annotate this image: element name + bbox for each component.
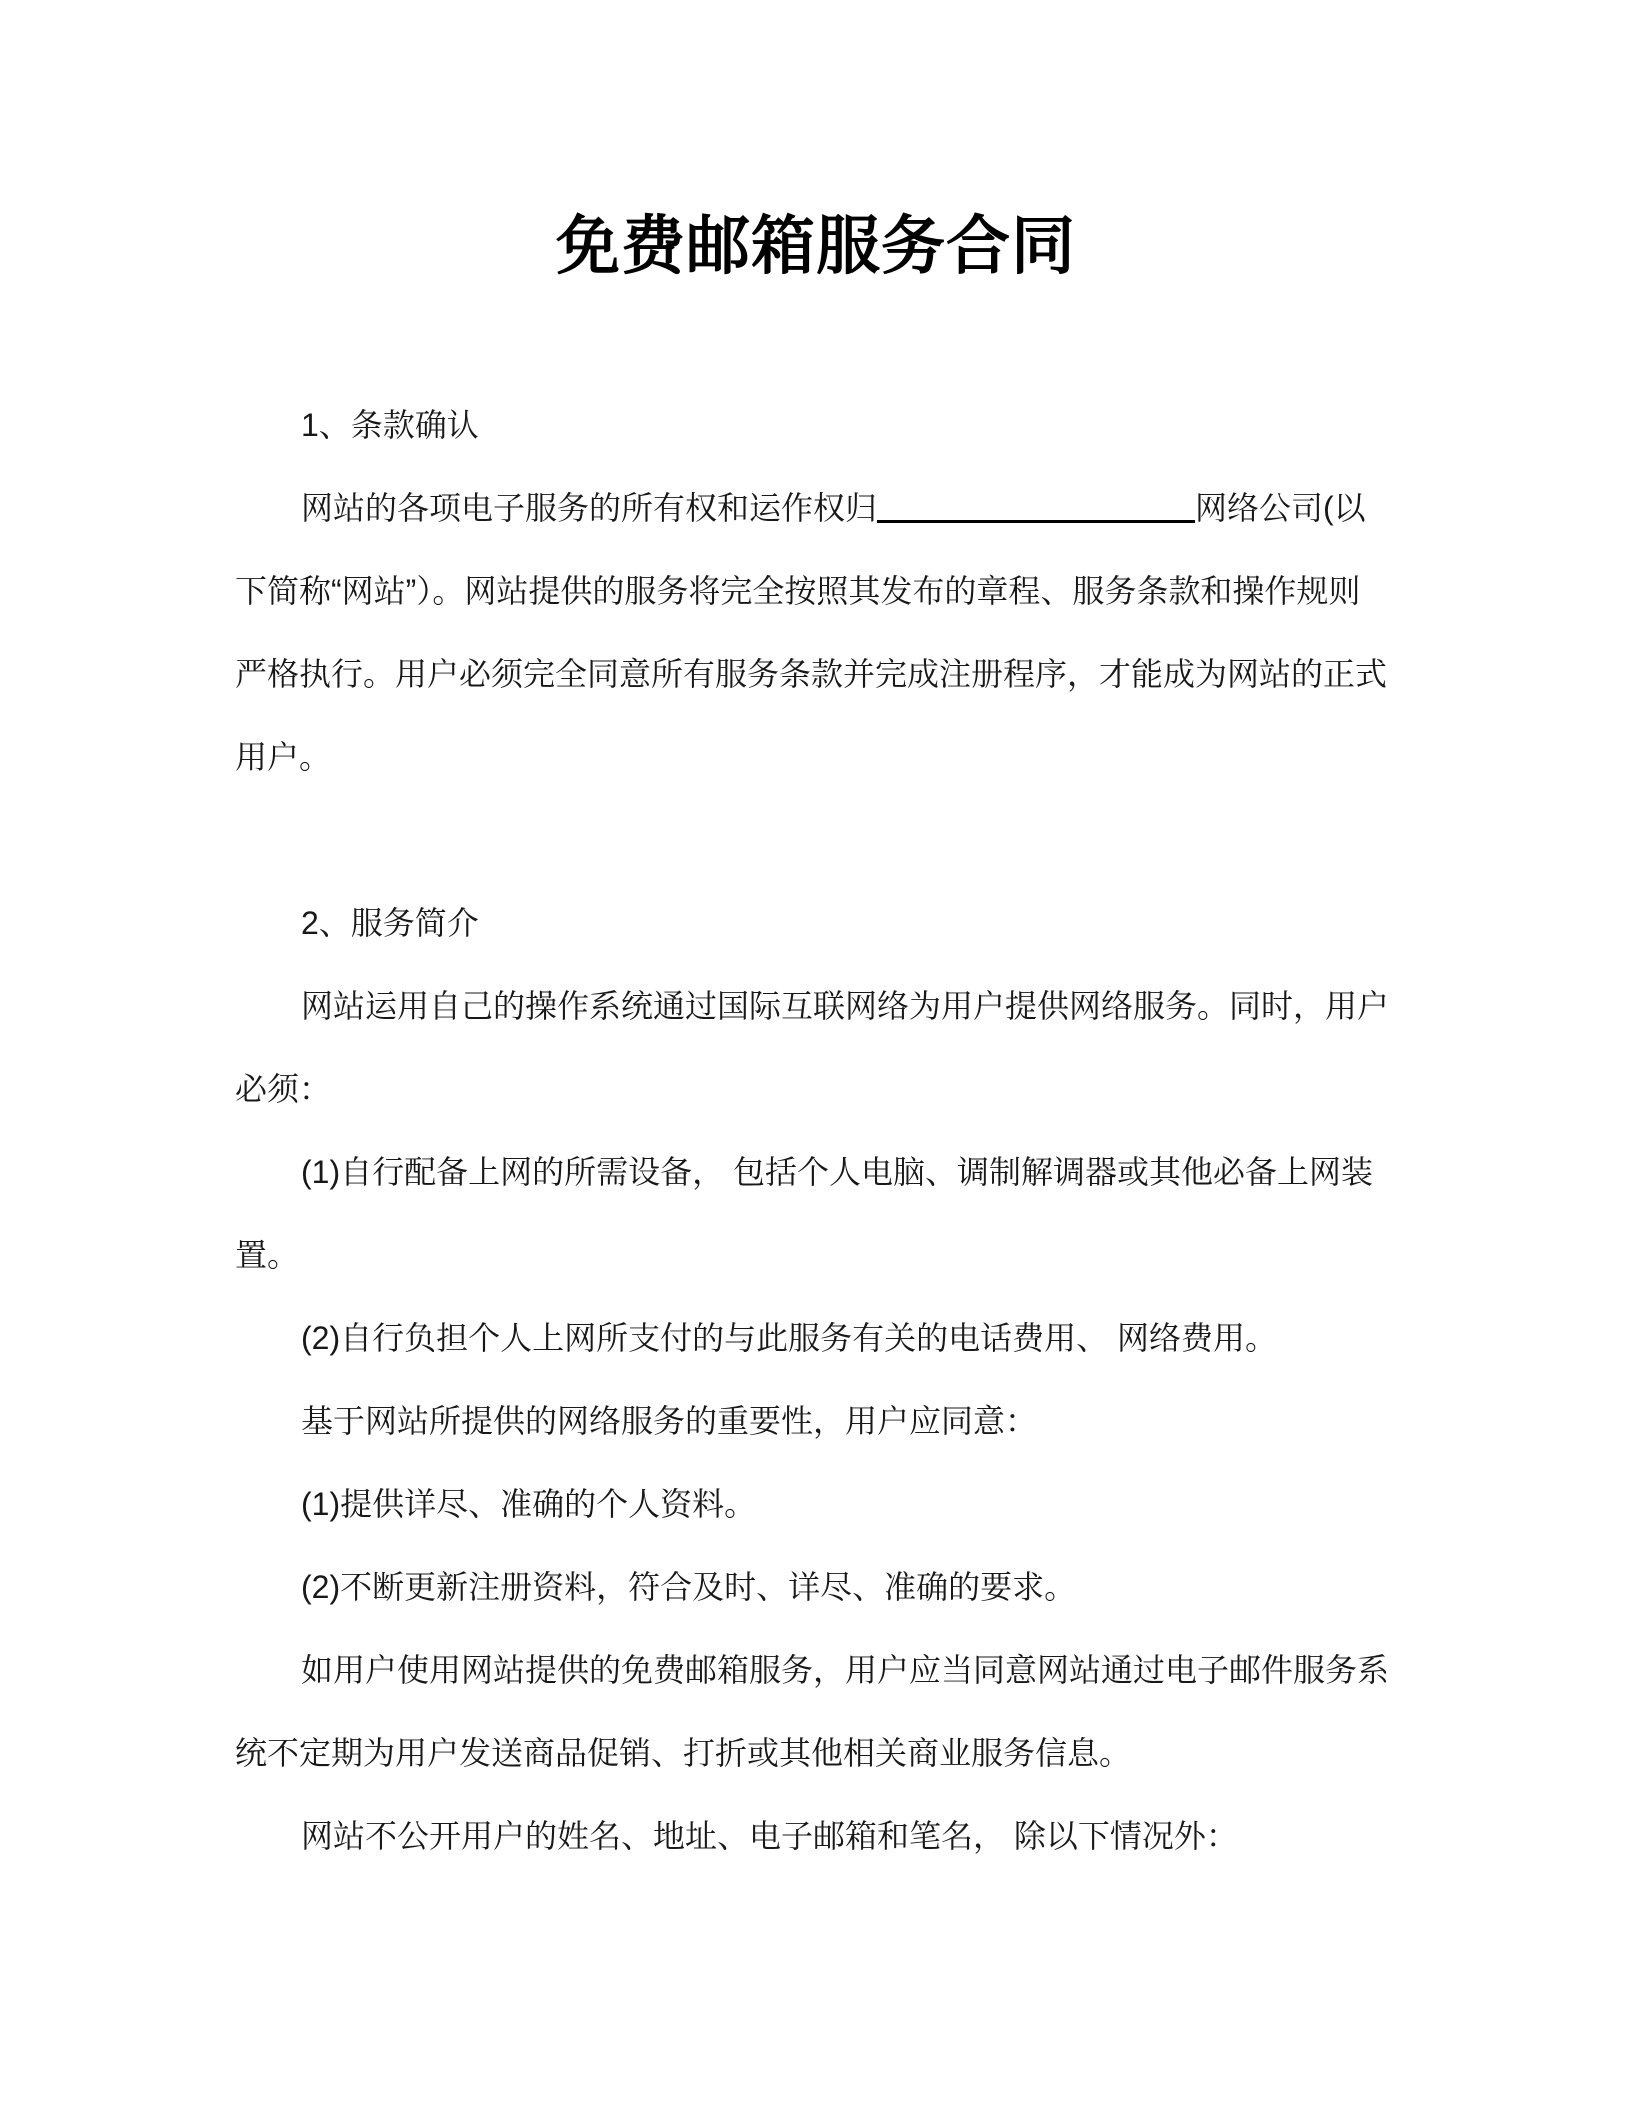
- text-line: (2)不断更新注册资料，符合及时、详尽、准确的要求。: [301, 1569, 1077, 1605]
- section-heading: 2、服务简介: [301, 905, 479, 941]
- text-line: 网站运用自己的操作系统通过国际互联网络为用户提供网络服务。同时，用户: [301, 988, 1390, 1024]
- fill-in-blank-line: [877, 488, 1195, 523]
- text-line: 统不定期为用户发送商品促销、打折或其他相关商业服务信息。: [235, 1735, 1132, 1771]
- text-line: 必须：: [235, 1071, 332, 1107]
- text-line: 用户。: [235, 739, 332, 775]
- section-heading: 1、条款确认: [301, 407, 479, 443]
- text-line: (1)提供详尽、准确的个人资料。: [301, 1486, 757, 1522]
- document-body: [235, 384, 1397, 1878]
- text-segment: 网络公司(以: [1195, 490, 1366, 526]
- text-line: 置。: [235, 1237, 300, 1273]
- text-line: [235, 467, 1397, 550]
- text-line: 严格执行。用户必须完全同意所有服务条款并完成注册程序，才能成为网站的正式: [235, 656, 1388, 692]
- document-title: 免费邮箱服务合同: [556, 210, 1076, 282]
- text-segment: 网站的各项电子服务的所有权和运作权归: [301, 490, 878, 526]
- text-line: 网站不公开用户的姓名、地址、电子邮箱和笔名， 除以下情况外：: [301, 1818, 1238, 1854]
- text-line: 如用户使用网站提供的免费邮箱服务，用户应当同意网站通过电子邮件服务系: [301, 1652, 1390, 1688]
- text-line: (2)自行负担个人上网所支付的与此服务有关的电话费用、 网络费用。: [301, 1320, 1278, 1356]
- text-line: (1)自行配备上网的所需设备， 包括个人电脑、调制解调器或其他必备上网装: [301, 1154, 1374, 1190]
- text-line: 基于网站所提供的网络服务的重要性，用户应同意：: [301, 1403, 1038, 1439]
- text-line: 下简称“网站”）。网站提供的服务将完全按照其发布的章程、服务条款和操作规则: [235, 573, 1361, 609]
- blank-line: [235, 799, 1397, 882]
